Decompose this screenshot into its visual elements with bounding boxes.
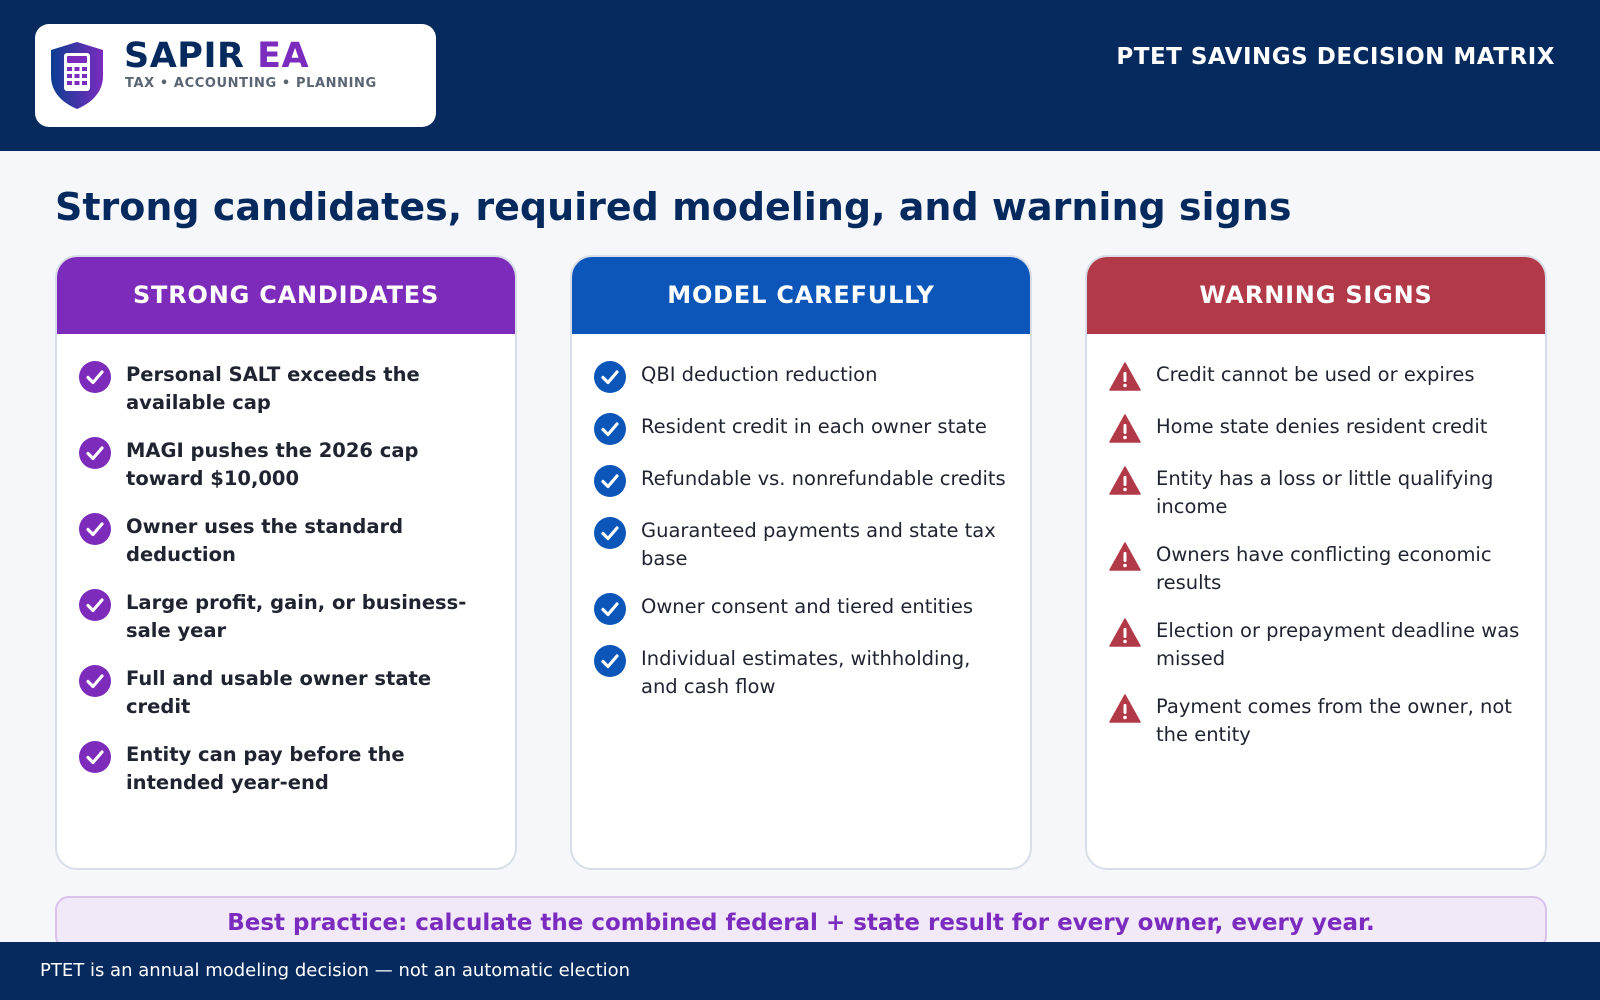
list-item bbox=[1109, 465, 1525, 521]
list-item bbox=[79, 741, 495, 797]
item-text: MAGI pushes the 2026 cap toward $10,000 bbox=[126, 439, 419, 490]
warning-triangle-icon bbox=[1109, 617, 1141, 649]
list-item bbox=[79, 437, 495, 493]
list-item bbox=[79, 361, 495, 417]
check-circle-icon bbox=[79, 665, 111, 697]
item-text: Owner consent and tiered entities bbox=[641, 595, 973, 618]
item-text: Entity can pay before the intended year-end bbox=[126, 743, 405, 794]
check-circle-icon bbox=[79, 589, 111, 621]
brand-tagline: TAX • ACCOUNTING • PLANNING bbox=[125, 76, 377, 91]
item-text: Refundable vs. nonrefundable credits bbox=[641, 467, 1006, 490]
item-text: Credit cannot be used or expires bbox=[1156, 363, 1475, 386]
item-text: Individual estimates, withholding, and cash flow bbox=[641, 647, 971, 698]
check-circle-icon bbox=[79, 741, 111, 773]
column-warning-signs bbox=[1085, 255, 1547, 870]
warning-triangle-icon bbox=[1109, 465, 1141, 497]
list-item bbox=[79, 665, 495, 721]
column-model-carefully bbox=[570, 255, 1032, 870]
warning-triangle-icon bbox=[1109, 361, 1141, 393]
list-item bbox=[1109, 413, 1525, 445]
list-item bbox=[594, 465, 1010, 497]
list-item bbox=[1109, 617, 1525, 673]
header-bar bbox=[0, 0, 1600, 151]
item-text: Guaranteed payments and state tax base bbox=[641, 519, 996, 570]
item-list bbox=[572, 334, 1030, 701]
calculator-shield-icon bbox=[49, 40, 105, 110]
item-text: Owners have conflicting economic results bbox=[1156, 543, 1492, 594]
list-item bbox=[1109, 693, 1525, 749]
item-text: Personal SALT exceeds the available cap bbox=[126, 363, 420, 414]
logo-card bbox=[35, 24, 436, 127]
list-item bbox=[594, 517, 1010, 573]
list-item bbox=[79, 589, 495, 645]
brand-name-accent: EA bbox=[257, 36, 310, 76]
warning-triangle-icon bbox=[1109, 693, 1141, 725]
brand-name-primary: SAPIR bbox=[124, 36, 245, 76]
item-list bbox=[57, 334, 515, 797]
list-item bbox=[594, 593, 1010, 625]
list-item bbox=[79, 513, 495, 569]
header-title: PTET SAVINGS DECISION MATRIX bbox=[1116, 44, 1555, 70]
list-item bbox=[1109, 541, 1525, 597]
check-circle-icon bbox=[594, 361, 626, 393]
check-circle-icon bbox=[79, 361, 111, 393]
item-text: Entity has a loss or little qualifying income bbox=[1156, 467, 1494, 518]
check-circle-icon bbox=[594, 517, 626, 549]
item-text: Election or prepayment deadline was missed bbox=[1156, 619, 1520, 670]
item-text: Full and usable owner state credit bbox=[126, 667, 432, 718]
list-item bbox=[594, 413, 1010, 445]
check-circle-icon bbox=[594, 465, 626, 497]
item-text: QBI deduction reduction bbox=[641, 363, 878, 386]
column-strong-candidates bbox=[55, 255, 517, 870]
page-title: Strong candidates, required modeling, and warning signs bbox=[55, 185, 1292, 229]
item-text: Large profit, gain, or business-sale year bbox=[126, 591, 467, 642]
warning-triangle-icon bbox=[1109, 541, 1141, 573]
item-text: Resident credit in each owner state bbox=[641, 415, 987, 438]
warning-triangle-icon bbox=[1109, 413, 1141, 445]
item-text: Home state denies resident credit bbox=[1156, 415, 1488, 438]
check-circle-icon bbox=[594, 593, 626, 625]
footer-text: PTET is an annual modeling decision — not an automatic election bbox=[40, 960, 631, 981]
list-item bbox=[1109, 361, 1525, 393]
best-practice-callout: Best practice: calculate the combined federal + state result for every owner, every year. bbox=[55, 896, 1547, 950]
column-heading: WARNING SIGNS bbox=[1085, 255, 1547, 334]
item-text: Payment comes from the owner, not the entity bbox=[1156, 695, 1512, 746]
check-circle-icon bbox=[594, 645, 626, 677]
column-heading: STRONG CANDIDATES bbox=[55, 255, 517, 334]
item-list bbox=[1087, 334, 1545, 749]
footer-bar bbox=[0, 942, 1600, 1000]
list-item bbox=[594, 645, 1010, 701]
brand-name bbox=[124, 36, 309, 76]
check-circle-icon bbox=[79, 513, 111, 545]
list-item bbox=[594, 361, 1010, 393]
column-heading: MODEL CAREFULLY bbox=[570, 255, 1032, 334]
item-text: Owner uses the standard deduction bbox=[126, 515, 404, 566]
check-circle-icon bbox=[594, 413, 626, 445]
check-circle-icon bbox=[79, 437, 111, 469]
